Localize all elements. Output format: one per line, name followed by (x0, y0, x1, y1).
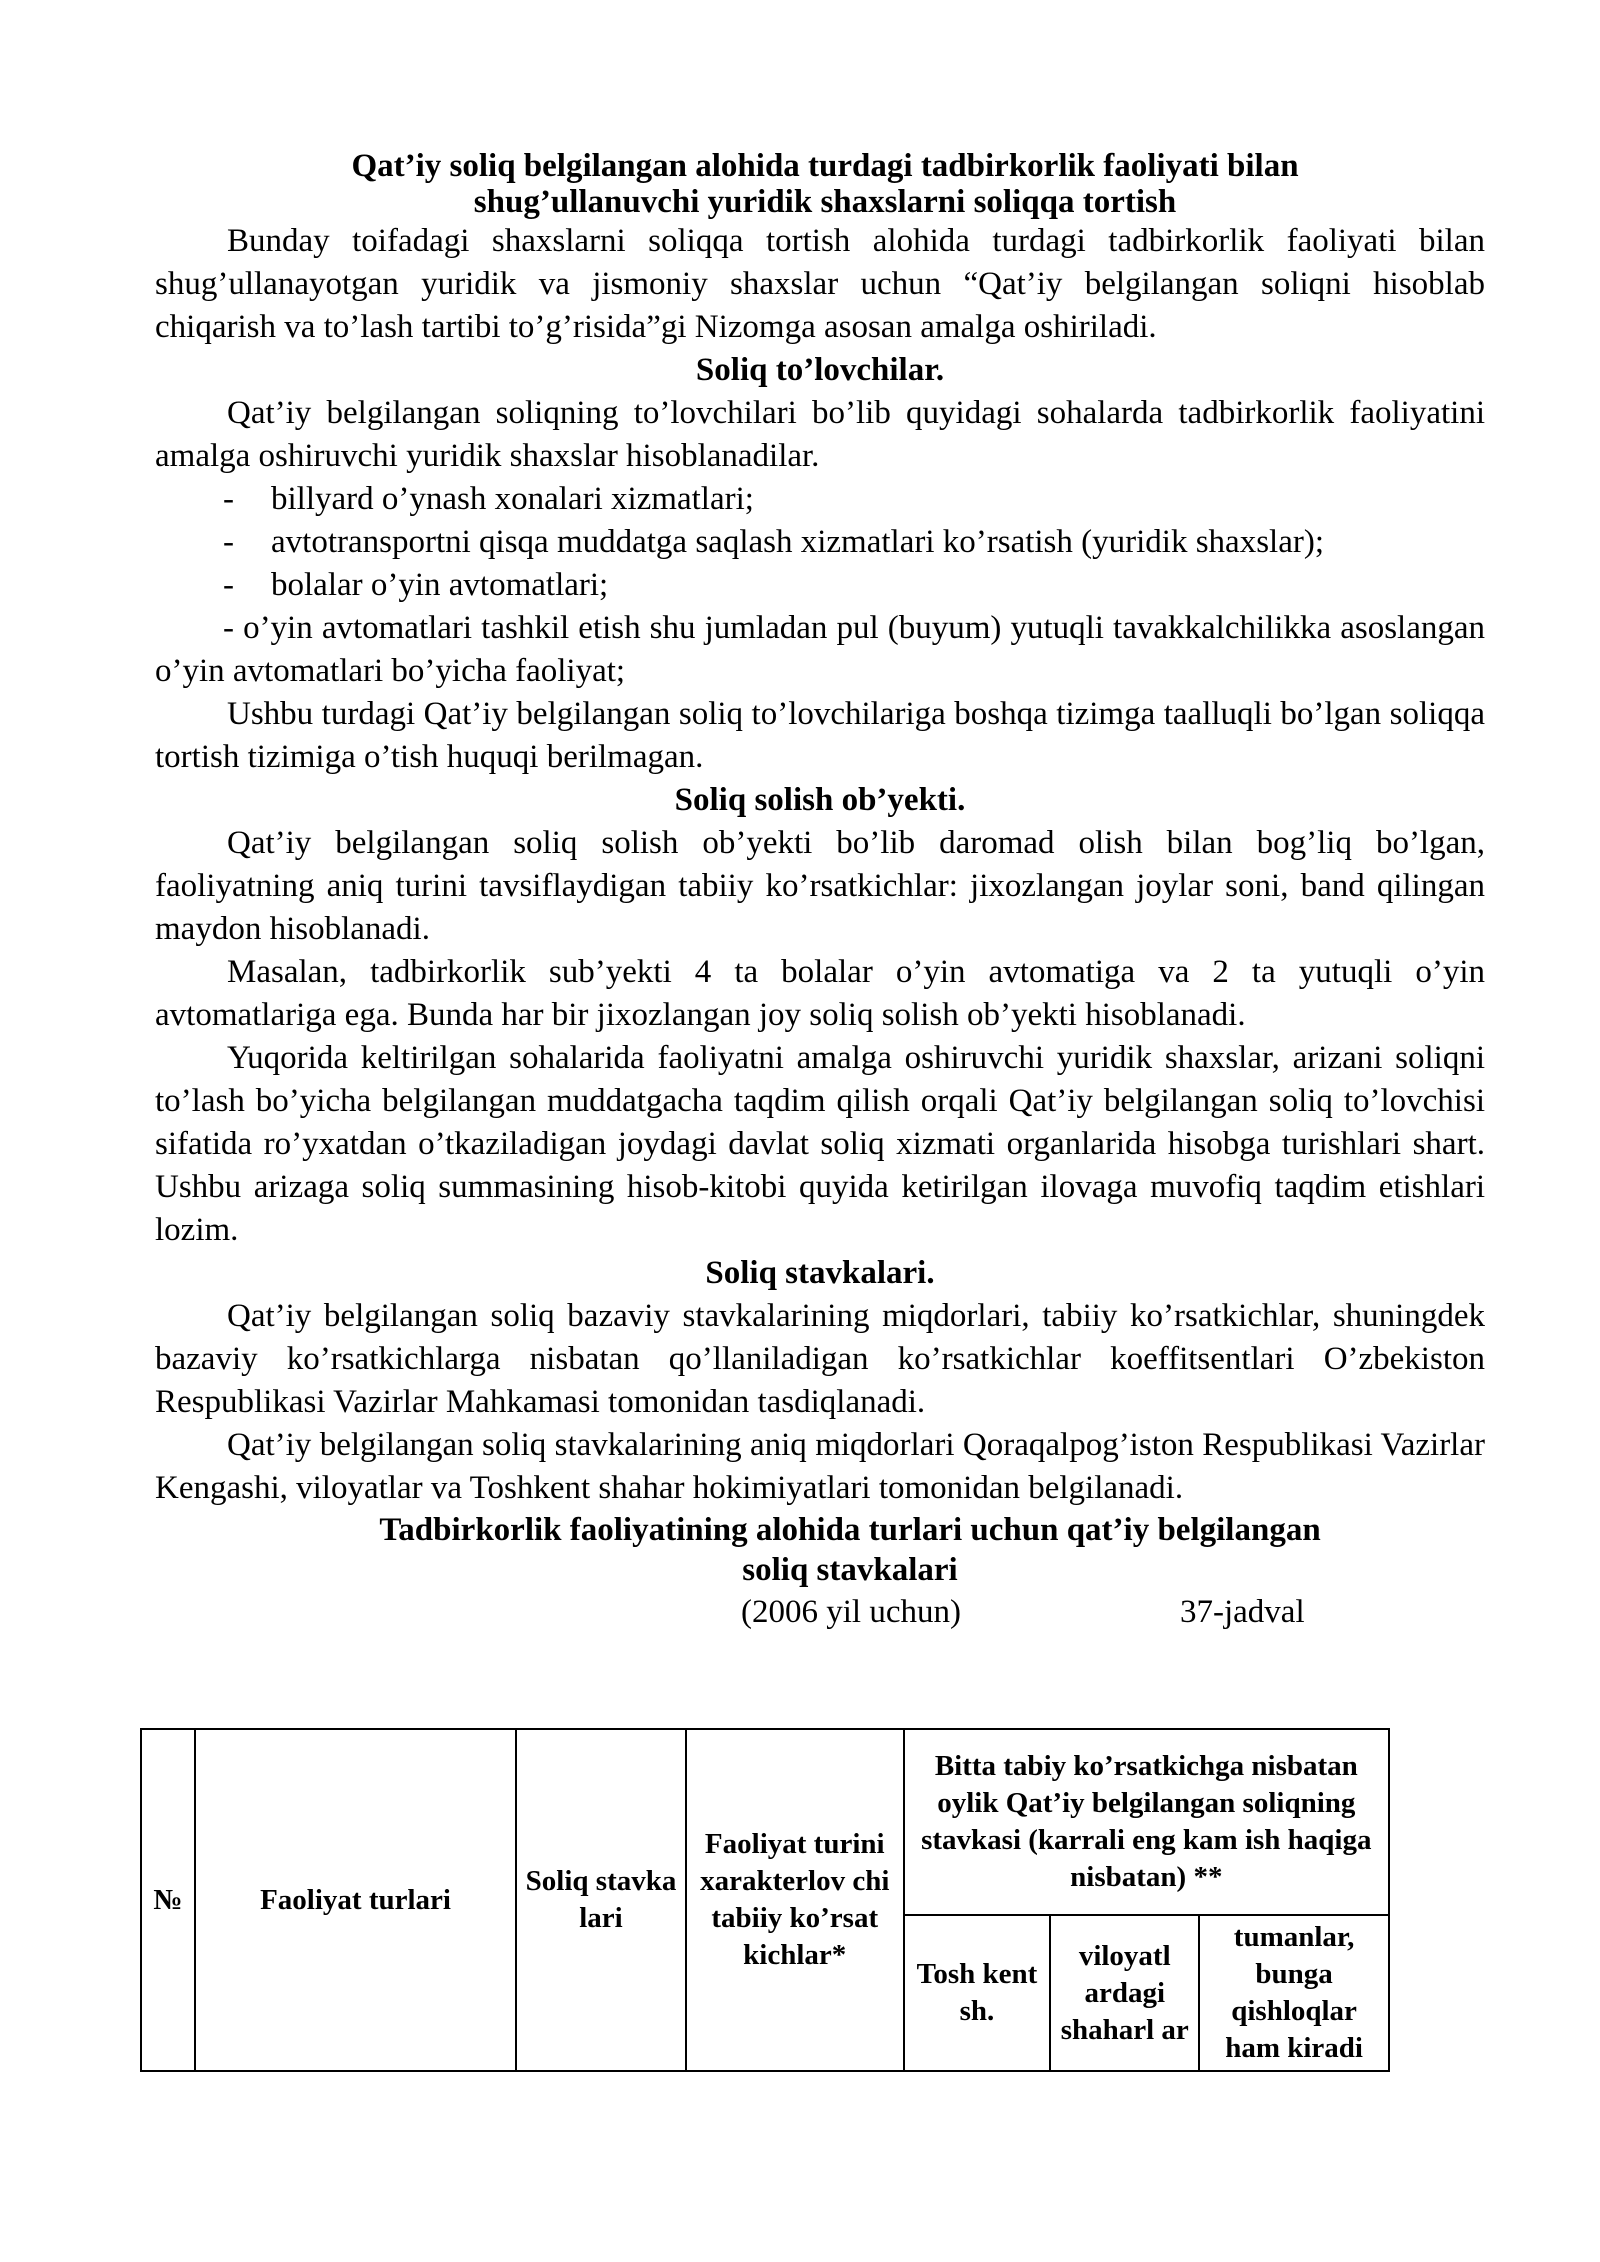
rates-heading: Soliq stavkalari. (705, 1255, 935, 1291)
object-paragraph-2: Masalan, tadbirkorlik sub’yekti 4 ta bolalar o’yin avtomatiga va 2 ta yutuqli o’yin avtomatlariga ega. Bunda har bir jixozlangan joy soliq solish ob’yekti hisoblanadi. (155, 954, 1485, 1033)
header-regional-cities: viloyatl ardagi shaharl ar (1050, 1915, 1199, 2071)
table-header-row (141, 1729, 1389, 1915)
rates-paragraph-1: Qat’iy belgilangan soliq bazaviy stavkalarining miqdorlari, tabiiy ko’rsatkichlar, shuningdek bazaviy ko’rsatkichlarga nisbatan qo’llaniladigan ko’rsatkichlar koeffitsentlari O’zbekiston Respublikasi Vazirlar Mahkamasi tomonidan tasdiqlanadi. (155, 1298, 1485, 1420)
list-item (155, 564, 1485, 607)
object-heading: Soliq solish ob’yekti. (674, 782, 966, 818)
document-title-line-1: Qat’iy soliq belgilangan alohida turdagi tadbirkorlik faoliyati bilan (351, 148, 1299, 184)
list-dash: - (223, 481, 234, 517)
taxpayers-intro: Qat’iy belgilangan soliqning to’lovchilari bo’lib quyidagi sohalarda tadbirkorlik faoliyatini amalga oshiruvchi yuridik shaxslar hisoblanadilar. (155, 395, 1485, 474)
header-monthly-rate: Bitta tabiy ko’rsatkichga nisbatan oylik Qat’iy belgilangan soliqning stavkasi (karrali eng kam ish haqiga nisbatan) ** (904, 1729, 1389, 1915)
list-item-gaming: - o’yin avtomatlari tashkil etish shu jumladan pul (buyum) yutuqli tavakkalchilikka asoslangan o’yin avtomatlari bo’yicha faoliyat; (155, 610, 1485, 689)
table-title-line-1: Tadbirkorlik faoliyatining alohida turlari uchun qat’iy belgilangan (379, 1512, 1321, 1548)
list-item (155, 478, 1485, 521)
rates-paragraph-2: Qat’iy belgilangan soliq stavkalarining aniq miqdorlari Qoraqalpog’iston Respublikasi Vazirlar Kengashi, viloyatlar va Toshkent shahar hokimiyatlari tomonidan belgilanadi. (155, 1427, 1485, 1506)
list-dash: - (223, 567, 234, 603)
header-number: № (141, 1729, 195, 2071)
table-number: 37-jadval (1180, 1594, 1305, 1630)
header-districts: tumanlar, bunga qishloqlar ham kiradi (1199, 1915, 1389, 2071)
intro-paragraph: Bunday toifadagi shaxslarni soliqqa tortish alohida turdagi tadbirkorlik faoliyati bilan shug’ullanayotgan yuridik va jismoniy shaxslar uchun “Qat’iy belgilangan soliqni hisoblab chiqarish va to’lash tartibi to’g’risida”gi Nizomga asosan amalga oshiriladi. (155, 223, 1485, 345)
document-title-line-2: shug’ullanuvchi yuridik shaxslarni soliqqa tortish (473, 184, 1177, 220)
taxpayers-heading: Soliq to’lovchilar. (695, 352, 945, 388)
object-paragraph-1: Qat’iy belgilangan soliq solish ob’yekti bo’lib daromad olish bilan bog’liq bo’lgan, faoliyatning aniq turini tavsiflaydigan tabiiy ko’rsatkichlar: jixozlangan joylar soni, band qilingan maydon hisoblanadi. (155, 825, 1485, 947)
taxpayers-closing: Ushbu turdagi Qat’iy belgilangan soliq to’lovchilariga boshqa tizimga taalluqli bo’lgan soliqqa tortish tizimiga o’tish huquqi berilmagan. (155, 696, 1485, 775)
list-dash: - (223, 524, 234, 560)
list-item (155, 521, 1485, 564)
table-title-line-2: soliq stavkalari (742, 1552, 958, 1588)
table-year: (2006 yil uchun) (741, 1594, 961, 1630)
header-natural-indicators: Faoliyat turini xarakterlov chi tabiiy ko’rsat kichlar* (686, 1729, 904, 2071)
list-item-text: billyard o’ynash xonalari xizmatlari; (271, 481, 754, 517)
document-page (155, 148, 1485, 1634)
object-paragraph-3: Yuqorida keltirilgan sohalarida faoliyatni amalga oshiruvchi yuridik shaxslar, arizani soliqni to’lash bo’yicha belgilangan muddatgacha taqdim qilish orqali Qat’iy belgilangan soliq to’lovchisi sifatida ro’yxatdan o’tkaziladigan joydagi davlat soliq xizmati organlarida hisobga turishlari shart. Ushbu arizaga soliq summasining hisob-kitobi quyida ketirilgan ilovaga muvofiq taqdim etishlari lozim. (155, 1040, 1485, 1248)
list-item-text: bolalar o’yin avtomatlari; (271, 567, 609, 603)
header-activity-types: Faoliyat turlari (195, 1729, 516, 2071)
list-item-text: avtotransportni qisqa muddatga saqlash xizmatlari ko’rsatish (yuridik shaxslar); (271, 524, 1325, 560)
header-tashkent: Tosh kent sh. (904, 1915, 1051, 2071)
table-caption (155, 1590, 1485, 1634)
header-tax-rates: Soliq stavka lari (516, 1729, 686, 2071)
tax-rates-table (140, 1728, 1390, 2072)
